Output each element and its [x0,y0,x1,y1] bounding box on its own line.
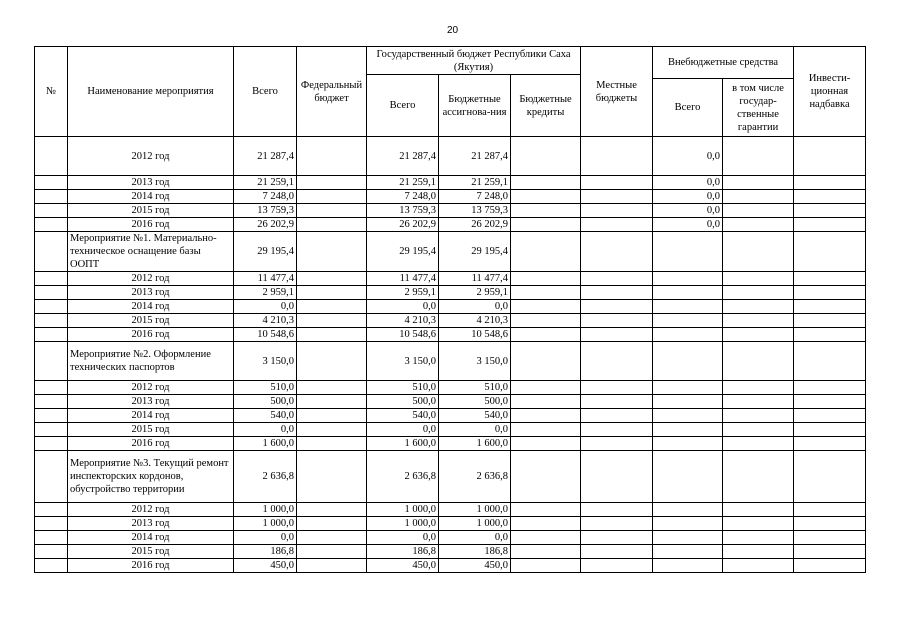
local-cell [581,503,653,517]
state-credits-cell [511,409,581,423]
year-row [35,204,866,218]
number-cell [35,545,68,559]
year-row [35,517,866,531]
state-appropriations-cell: 29 195,4 [439,232,511,272]
state-credits-cell [511,451,581,503]
state-credits-cell [511,342,581,381]
header-extra-total: Всего [653,79,723,137]
state-appropriations-cell: 510,0 [439,381,511,395]
local-cell [581,381,653,395]
table-body [35,137,866,573]
total-cell: 7 248,0 [234,190,297,204]
state-appropriations-cell: 540,0 [439,409,511,423]
total-cell: 3 150,0 [234,342,297,381]
state-appropriations-cell: 21 259,1 [439,176,511,190]
invest-cell [794,232,866,272]
federal-cell [297,559,367,573]
state-total-cell: 1 000,0 [367,503,439,517]
name-cell: 2015 год [68,423,234,437]
invest-cell [794,204,866,218]
extra-guarantees-cell [723,137,794,176]
state-appropriations-cell: 1 000,0 [439,517,511,531]
total-cell: 11 477,4 [234,272,297,286]
extra-total-cell: 0,0 [653,218,723,232]
invest-cell [794,342,866,381]
state-appropriations-cell: 1 600,0 [439,437,511,451]
name-cell: 2012 год [68,272,234,286]
extra-total-cell [653,517,723,531]
state-appropriations-cell: 3 150,0 [439,342,511,381]
state-total-cell: 2 636,8 [367,451,439,503]
invest-cell [794,531,866,545]
number-cell [35,531,68,545]
federal-cell [297,190,367,204]
name-cell: 2013 год [68,395,234,409]
federal-cell [297,176,367,190]
header-local: Местные бюджеты [581,47,653,137]
state-appropriations-cell: 21 287,4 [439,137,511,176]
year-row [35,300,866,314]
federal-cell [297,314,367,328]
header-invest: Инвести-ционная надбавка [794,47,866,137]
state-appropriations-cell: 2 959,1 [439,286,511,300]
name-cell: 2012 год [68,503,234,517]
extra-guarantees-cell [723,190,794,204]
year-row [35,381,866,395]
state-appropriations-cell: 0,0 [439,531,511,545]
header-state-total: Всего [367,75,439,137]
invest-cell [794,176,866,190]
invest-cell [794,314,866,328]
total-cell: 500,0 [234,395,297,409]
page-number: 20 [446,25,459,36]
local-cell [581,409,653,423]
extra-guarantees-cell [723,409,794,423]
extra-total-cell [653,300,723,314]
federal-cell [297,272,367,286]
extra-total-cell [653,342,723,381]
state-appropriations-cell: 4 210,3 [439,314,511,328]
number-cell [35,423,68,437]
year-row [35,437,866,451]
extra-total-cell [653,381,723,395]
invest-cell [794,409,866,423]
local-cell [581,218,653,232]
invest-cell [794,517,866,531]
number-cell [35,342,68,381]
state-total-cell: 7 248,0 [367,190,439,204]
extra-guarantees-cell [723,451,794,503]
name-cell: 2016 год [68,218,234,232]
state-credits-cell [511,503,581,517]
invest-cell [794,545,866,559]
state-credits-cell [511,286,581,300]
extra-total-cell [653,232,723,272]
number-cell [35,190,68,204]
header-name: Наименование мероприятия [68,47,234,137]
state-appropriations-cell: 10 548,6 [439,328,511,342]
invest-cell [794,300,866,314]
year-row [35,503,866,517]
year-row [35,137,866,176]
state-credits-cell [511,190,581,204]
header-state-budget: Государственный бюджет Республики Саха (Якутия) [367,47,581,75]
invest-cell [794,381,866,395]
state-total-cell: 540,0 [367,409,439,423]
total-cell: 1 000,0 [234,503,297,517]
total-cell: 2 959,1 [234,286,297,300]
state-appropriations-cell: 500,0 [439,395,511,409]
extra-total-cell [653,423,723,437]
state-credits-cell [511,559,581,573]
total-cell: 4 210,3 [234,314,297,328]
name-cell: 2013 год [68,517,234,531]
state-credits-cell [511,137,581,176]
state-total-cell: 186,8 [367,545,439,559]
state-credits-cell [511,232,581,272]
number-cell [35,517,68,531]
local-cell [581,314,653,328]
name-cell: 2013 год [68,176,234,190]
extra-guarantees-cell [723,395,794,409]
total-cell: 2 636,8 [234,451,297,503]
header-extra-budget: Внебюджетные средства [653,47,794,79]
name-cell: 2012 год [68,137,234,176]
federal-cell [297,451,367,503]
state-total-cell: 1 600,0 [367,437,439,451]
extra-total-cell: 0,0 [653,137,723,176]
state-credits-cell [511,204,581,218]
state-appropriations-cell: 2 636,8 [439,451,511,503]
year-row [35,531,866,545]
invest-cell [794,190,866,204]
state-credits-cell [511,423,581,437]
year-row [35,176,866,190]
invest-cell [794,503,866,517]
header-state-appropriations: Бюджетные ассигнова-ния [439,75,511,137]
federal-cell [297,517,367,531]
invest-cell [794,451,866,503]
extra-guarantees-cell [723,342,794,381]
total-cell: 450,0 [234,559,297,573]
extra-guarantees-cell [723,218,794,232]
number-cell [35,204,68,218]
number-cell [35,381,68,395]
local-cell [581,190,653,204]
state-total-cell: 450,0 [367,559,439,573]
total-cell: 21 259,1 [234,176,297,190]
name-cell: Мероприятие №2. Оформление технических паспортов [68,342,234,381]
name-cell: Мероприятие №1. Материально-техническое оснащение базы ООПТ [68,232,234,272]
extra-guarantees-cell [723,437,794,451]
local-cell [581,272,653,286]
name-cell: 2014 год [68,531,234,545]
local-cell [581,395,653,409]
extra-guarantees-cell [723,559,794,573]
federal-cell [297,531,367,545]
state-credits-cell [511,545,581,559]
state-credits-cell [511,517,581,531]
extra-total-cell [653,409,723,423]
total-cell: 0,0 [234,531,297,545]
state-appropriations-cell: 7 248,0 [439,190,511,204]
state-credits-cell [511,314,581,328]
state-total-cell: 510,0 [367,381,439,395]
year-row [35,218,866,232]
state-total-cell: 4 210,3 [367,314,439,328]
header-state-credits: Бюджетные кредиты [511,75,581,137]
name-cell: 2013 год [68,286,234,300]
federal-cell [297,437,367,451]
year-row [35,423,866,437]
number-cell [35,314,68,328]
federal-cell [297,218,367,232]
extra-guarantees-cell [723,272,794,286]
total-cell: 21 287,4 [234,137,297,176]
number-cell [35,451,68,503]
number-cell [35,559,68,573]
local-cell [581,328,653,342]
number-cell [35,218,68,232]
local-cell [581,176,653,190]
header-federal: Федеральный бюджет [297,47,367,137]
year-row [35,314,866,328]
year-row [35,286,866,300]
number-cell [35,437,68,451]
state-appropriations-cell: 186,8 [439,545,511,559]
state-total-cell: 10 548,6 [367,328,439,342]
number-cell [35,232,68,272]
local-cell [581,451,653,503]
name-cell: 2014 год [68,300,234,314]
local-cell [581,559,653,573]
name-cell: 2016 год [68,437,234,451]
state-total-cell: 0,0 [367,423,439,437]
extra-guarantees-cell [723,300,794,314]
year-row [35,409,866,423]
extra-total-cell [653,395,723,409]
total-cell: 1 000,0 [234,517,297,531]
federal-cell [297,342,367,381]
extra-total-cell [653,437,723,451]
name-cell: 2014 год [68,409,234,423]
state-total-cell: 3 150,0 [367,342,439,381]
extra-guarantees-cell [723,176,794,190]
state-total-cell: 2 959,1 [367,286,439,300]
year-row [35,272,866,286]
event-row [35,342,866,381]
invest-cell [794,559,866,573]
name-cell: 2015 год [68,545,234,559]
local-cell [581,204,653,218]
extra-total-cell [653,314,723,328]
name-cell: 2014 год [68,190,234,204]
year-row [35,395,866,409]
extra-guarantees-cell [723,381,794,395]
state-credits-cell [511,328,581,342]
federal-cell [297,328,367,342]
state-credits-cell [511,300,581,314]
name-cell: 2016 год [68,328,234,342]
invest-cell [794,395,866,409]
state-total-cell: 29 195,4 [367,232,439,272]
local-cell [581,286,653,300]
name-cell: 2015 год [68,204,234,218]
local-cell [581,137,653,176]
name-cell: 2016 год [68,559,234,573]
event-row [35,232,866,272]
total-cell: 0,0 [234,423,297,437]
state-appropriations-cell: 26 202,9 [439,218,511,232]
state-total-cell: 13 759,3 [367,204,439,218]
state-appropriations-cell: 450,0 [439,559,511,573]
total-cell: 10 548,6 [234,328,297,342]
extra-total-cell: 0,0 [653,190,723,204]
event-row [35,451,866,503]
extra-guarantees-cell [723,286,794,300]
local-cell [581,300,653,314]
extra-guarantees-cell [723,204,794,218]
state-total-cell: 0,0 [367,531,439,545]
federal-cell [297,545,367,559]
local-cell [581,342,653,381]
federal-cell [297,409,367,423]
state-appropriations-cell: 0,0 [439,423,511,437]
state-appropriations-cell: 13 759,3 [439,204,511,218]
extra-total-cell [653,559,723,573]
total-cell: 186,8 [234,545,297,559]
number-cell [35,503,68,517]
extra-guarantees-cell [723,503,794,517]
extra-guarantees-cell [723,314,794,328]
number-cell [35,395,68,409]
number-cell [35,176,68,190]
name-cell: 2015 год [68,314,234,328]
federal-cell [297,395,367,409]
local-cell [581,437,653,451]
state-total-cell: 21 287,4 [367,137,439,176]
extra-guarantees-cell [723,531,794,545]
invest-cell [794,272,866,286]
state-total-cell: 500,0 [367,395,439,409]
invest-cell [794,328,866,342]
total-cell: 29 195,4 [234,232,297,272]
local-cell [581,517,653,531]
total-cell: 1 600,0 [234,437,297,451]
number-cell [35,272,68,286]
year-row [35,328,866,342]
state-credits-cell [511,218,581,232]
total-cell: 13 759,3 [234,204,297,218]
local-cell [581,545,653,559]
extra-guarantees-cell [723,423,794,437]
extra-total-cell: 0,0 [653,176,723,190]
number-cell [35,409,68,423]
header-total: Всего [234,47,297,137]
number-cell [35,300,68,314]
extra-guarantees-cell [723,545,794,559]
federal-cell [297,204,367,218]
total-cell: 26 202,9 [234,218,297,232]
extra-total-cell [653,531,723,545]
extra-total-cell [653,272,723,286]
federal-cell [297,503,367,517]
federal-cell [297,137,367,176]
state-appropriations-cell: 1 000,0 [439,503,511,517]
state-credits-cell [511,176,581,190]
total-cell: 510,0 [234,381,297,395]
year-row [35,190,866,204]
number-cell [35,328,68,342]
federal-cell [297,300,367,314]
local-cell [581,423,653,437]
invest-cell [794,286,866,300]
federal-cell [297,381,367,395]
total-cell: 0,0 [234,300,297,314]
extra-guarantees-cell [723,232,794,272]
extra-guarantees-cell [723,328,794,342]
number-cell [35,137,68,176]
extra-total-cell [653,451,723,503]
state-appropriations-cell: 0,0 [439,300,511,314]
header-extra-guarantees: в том числе государ-ственные гарантии [723,79,794,137]
extra-guarantees-cell [723,517,794,531]
extra-total-cell [653,286,723,300]
federal-cell [297,423,367,437]
state-credits-cell [511,437,581,451]
extra-total-cell [653,328,723,342]
state-credits-cell [511,531,581,545]
year-row [35,559,866,573]
state-credits-cell [511,395,581,409]
state-total-cell: 21 259,1 [367,176,439,190]
local-cell [581,232,653,272]
invest-cell [794,137,866,176]
total-cell: 540,0 [234,409,297,423]
invest-cell [794,218,866,232]
extra-total-cell: 0,0 [653,204,723,218]
state-appropriations-cell: 11 477,4 [439,272,511,286]
invest-cell [794,437,866,451]
budget-table [34,46,866,573]
number-cell [35,286,68,300]
extra-total-cell [653,545,723,559]
year-row [35,545,866,559]
state-credits-cell [511,272,581,286]
state-credits-cell [511,381,581,395]
extra-total-cell [653,503,723,517]
name-cell: Мероприятие №3. Текущий ремонт инспекторских кордонов, обустройство территории [68,451,234,503]
name-cell: 2012 год [68,381,234,395]
federal-cell [297,286,367,300]
state-total-cell: 1 000,0 [367,517,439,531]
invest-cell [794,423,866,437]
federal-cell [297,232,367,272]
state-total-cell: 11 477,4 [367,272,439,286]
state-total-cell: 26 202,9 [367,218,439,232]
state-total-cell: 0,0 [367,300,439,314]
local-cell [581,531,653,545]
header-number: № [35,47,68,137]
